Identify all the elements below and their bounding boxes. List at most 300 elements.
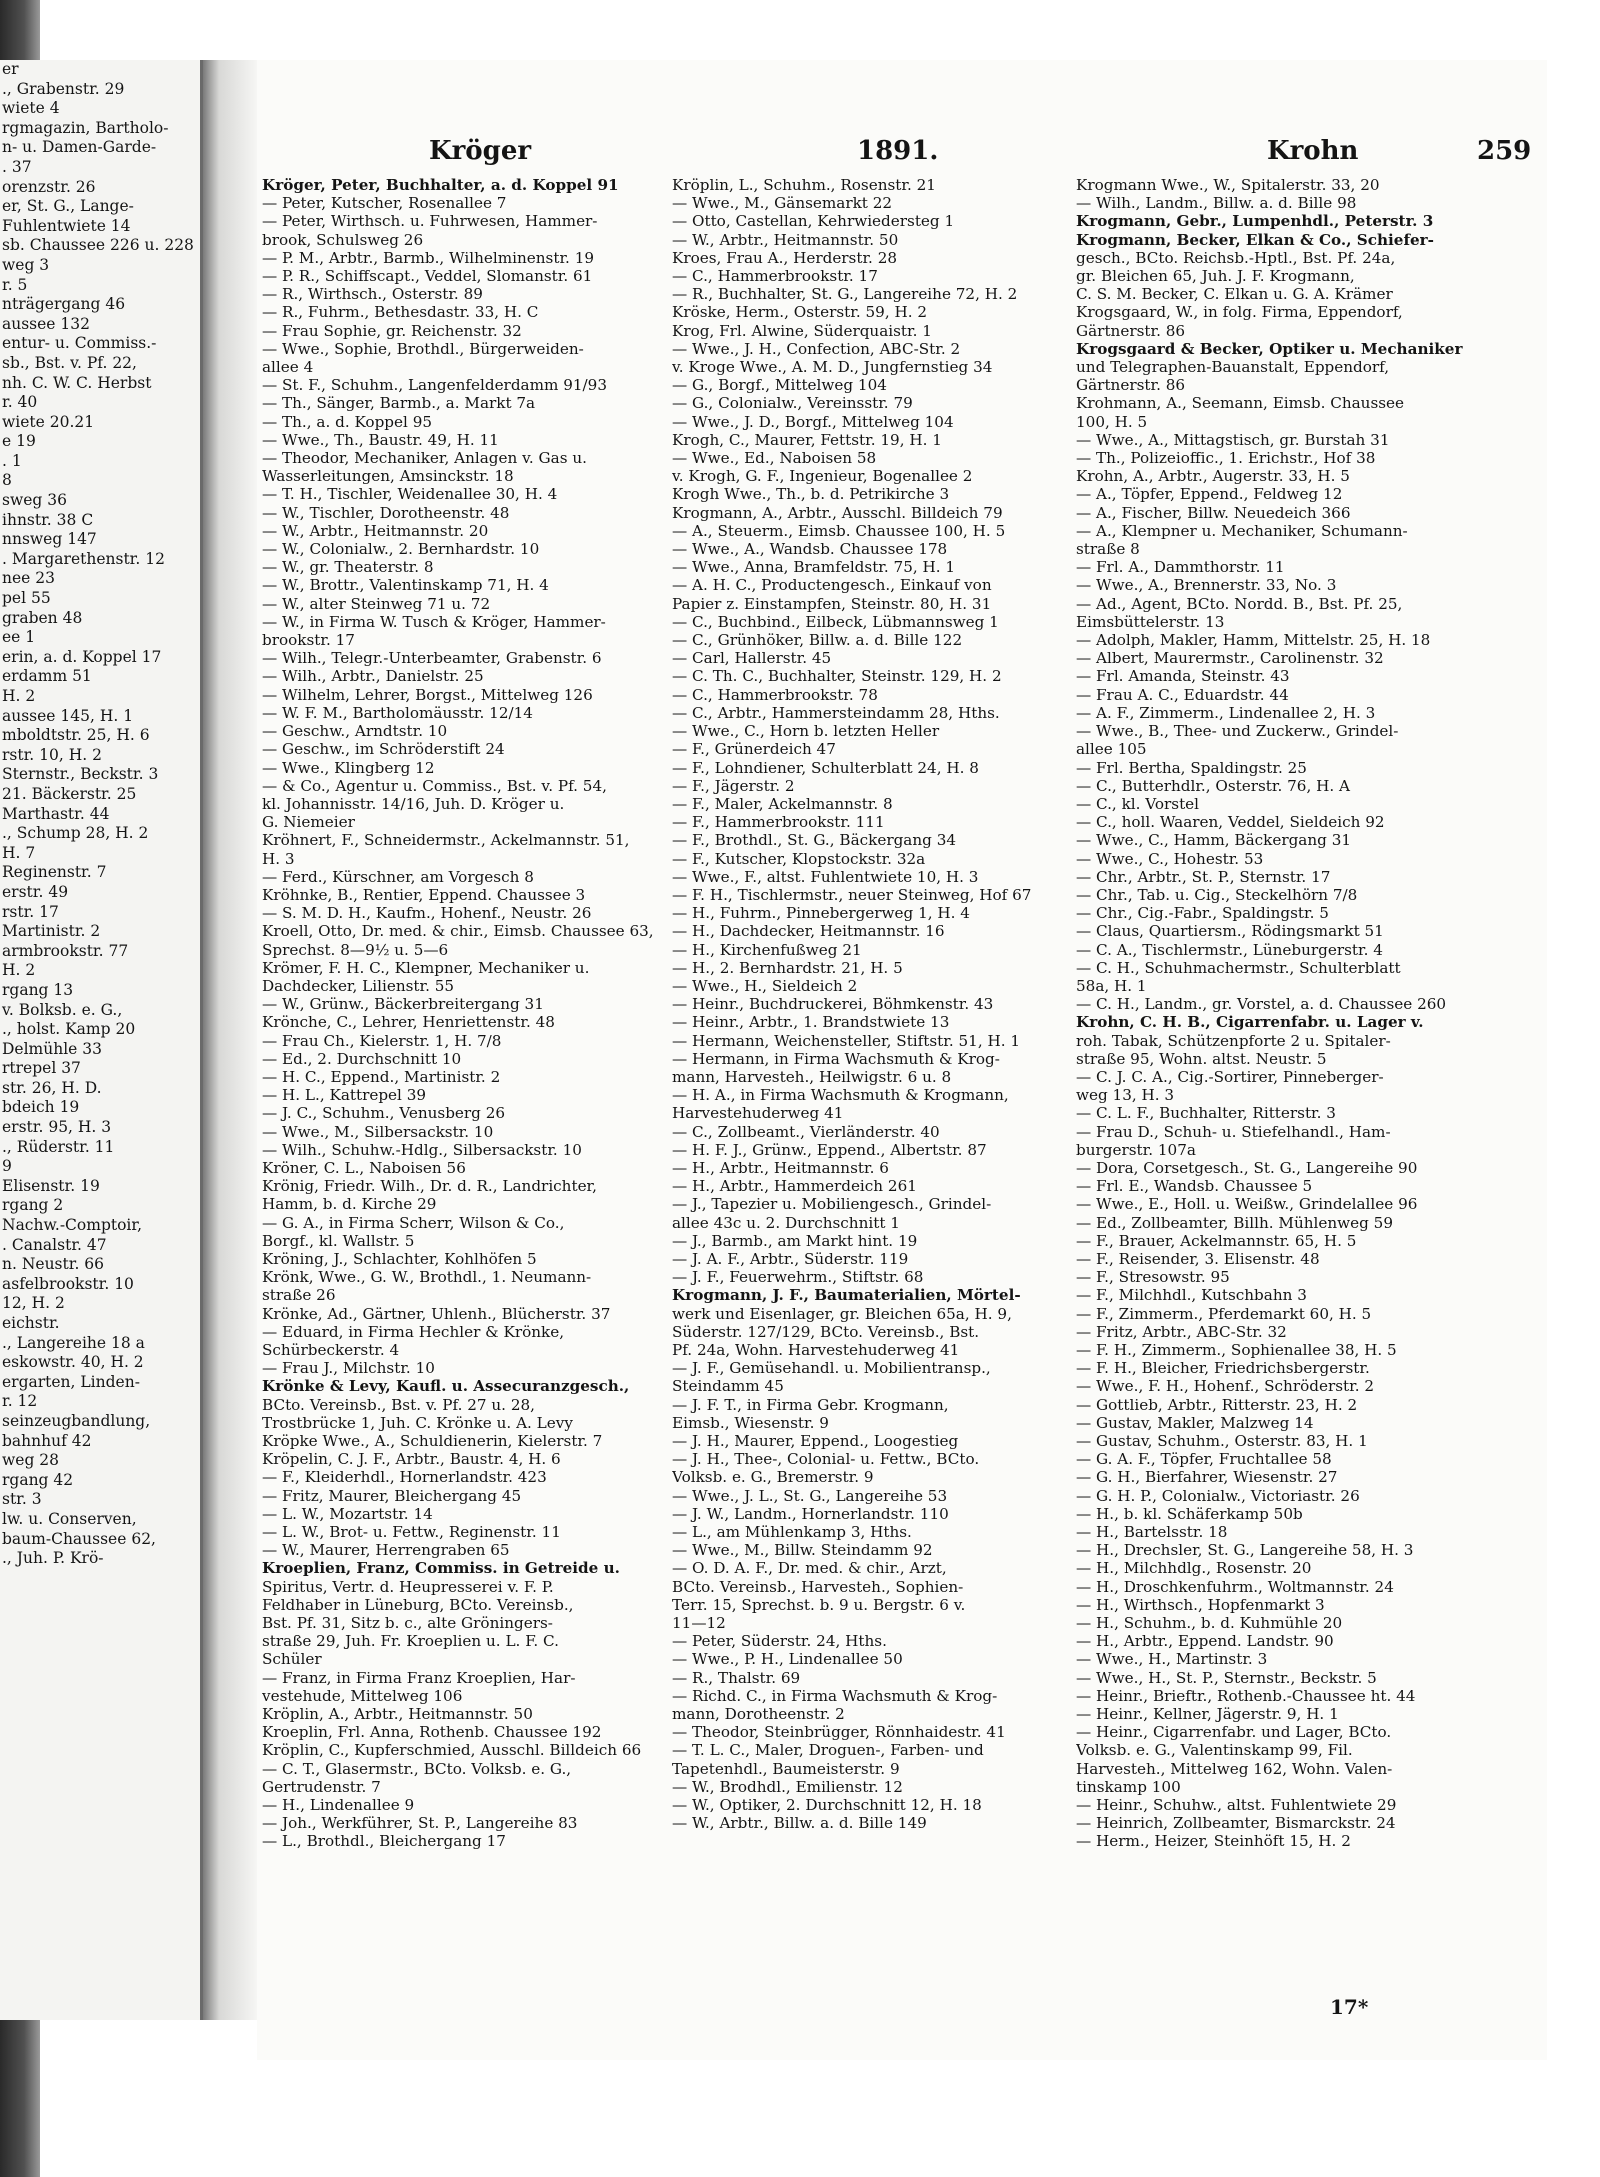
directory-entry-line: straße 8 <box>1076 540 1140 559</box>
directory-entry-line: — C., Butterhdlr., Osterstr. 76, H. A <box>1076 776 1350 795</box>
directory-entry-line: — Frau Ch., Kielerstr. 1, H. 7/8 <box>262 1031 502 1050</box>
directory-entry-line: — C. H., Landm., gr. Vorstel, a. d. Chaussee 260 <box>1076 995 1447 1014</box>
directory-entry-line: — R., Thalstr. 69 <box>672 1668 801 1687</box>
directory-entry-line: — A. H. C., Productengesch., Einkauf von <box>672 576 992 595</box>
directory-entry-line: — Franz, in Firma Franz Kroeplien, Har- <box>262 1668 576 1687</box>
directory-entry-line: — Wwe., J. D., Borgf., Mittelweg 104 <box>672 412 954 431</box>
directory-entry-line: — F., Lohndiener, Schulterblatt 24, H. 8 <box>672 758 979 777</box>
directory-entry-line: — Wwe., M., Billw. Steindamm 92 <box>672 1541 933 1560</box>
directory-entry-line: Schürbeckerstr. 4 <box>262 1341 400 1359</box>
directory-entry-line: — C. H., Schuhmachermstr., Schulterblatt <box>1076 958 1401 977</box>
directory-entry-line: Krogsgaard & Becker, Optiker u. Mechaniker <box>1076 339 1463 358</box>
left-page-line: 8 <box>2 471 12 490</box>
directory-entry-line: — F., Milchhdl., Kutschbahn 3 <box>1076 1286 1307 1305</box>
directory-entry-line: — W., Arbtr., Heitmannstr. 20 <box>262 521 489 540</box>
left-page-line: orenzstr. 26 <box>2 177 96 196</box>
directory-entry-line: — Wwe., A., Mittagstisch, gr. Burstah 31 <box>1076 430 1390 449</box>
directory-entry-line: — C. J. C. A., Cig.-Sortirer, Pinneberger- <box>1076 1067 1384 1086</box>
directory-entry-line: — Heinrich, Zollbeamter, Bismarckstr. 24 <box>1076 1814 1396 1833</box>
directory-entry-line: Kröplin, A., Arbtr., Heitmannstr. 50 <box>262 1705 533 1724</box>
header-year: 1891. <box>857 136 939 166</box>
directory-entry-line: — Heinr., Arbtr., 1. Brandstwiete 13 <box>672 1013 950 1032</box>
directory-entry-line: — Gottlieb, Arbtr., Ritterstr. 23, H. 2 <box>1076 1395 1358 1414</box>
directory-entry-line: Krogsgaard, W., in folg. Firma, Eppendorf, <box>1076 303 1403 322</box>
directory-entry-line: 11—12 <box>672 1614 726 1633</box>
directory-entry-line: — Wwe., F., altst. Fuhlentwiete 10, H. 3 <box>672 867 979 886</box>
directory-entry-line: Trostbrücke 1, Juh. C. Krönke u. A. Levy <box>262 1413 573 1432</box>
left-page-line: ., Rüderstr. 11 <box>2 1137 115 1156</box>
directory-entry-line: — Frl. Amanda, Steinstr. 43 <box>1076 667 1290 686</box>
directory-entry-line: — Eduard, in Firma Hechler & Krönke, <box>262 1322 565 1341</box>
directory-entry-line: — W., Brottr., Valentinskamp 71, H. 4 <box>262 576 549 595</box>
directory-entry-line: — W., Arbtr., Heitmannstr. 50 <box>672 230 899 249</box>
directory-entry-line: — H., Lindenallee 9 <box>262 1796 415 1815</box>
left-page-line: graben 48 <box>2 608 83 627</box>
directory-entry-line: C. S. M. Becker, C. Elkan u. G. A. Krämer <box>1076 285 1393 304</box>
directory-entry-line: — F., Zimmerm., Pferdemarkt 60, H. 5 <box>1076 1304 1372 1323</box>
directory-entry-line: Kröning, J., Schlachter, Kohlhöfen 5 <box>262 1249 537 1268</box>
directory-entry-line: — Hermann, in Firma Wachsmuth & Krog- <box>672 1049 1000 1068</box>
directory-entry-line: — L. W., Mozartstr. 14 <box>262 1504 433 1523</box>
left-page-line: rgang 13 <box>2 980 74 999</box>
directory-entry-line: — J. C., Schuhm., Venusberg 26 <box>262 1104 506 1123</box>
left-page-line: Sternstr., Beckstr. 3 <box>2 765 159 784</box>
directory-entry-line: — H. A., in Firma Wachsmuth & Krogmann, <box>672 1086 1009 1105</box>
directory-entry-line: — Wwe., Anna, Bramfeldstr. 75, H. 1 <box>672 558 956 577</box>
directory-entry-line: — H., Drechsler, St. G., Langereihe 58, H. 3 <box>1076 1541 1414 1560</box>
directory-entry-line: — Ferd., Kürschner, am Vorgesch 8 <box>262 867 534 886</box>
left-page-line: nh. C. W. C. Herbst <box>2 373 152 392</box>
left-page-line: ., Schump 28, H. 2 <box>2 824 149 843</box>
directory-entry-line: Feldhaber in Lüneburg, BCto. Vereinsb., <box>262 1595 574 1614</box>
directory-entry-line: — Frau A. C., Eduardstr. 44 <box>1076 685 1289 704</box>
directory-entry-line: — Geschw., im Schröderstift 24 <box>262 740 505 759</box>
directory-entry-line: — Wwe., Th., Baustr. 49, H. 11 <box>262 430 499 449</box>
directory-entry-line: — Ed., Zollbeamter, Billh. Mühlenweg 59 <box>1076 1213 1393 1232</box>
directory-entry-line: — R., Fuhrm., Bethesdastr. 33, H. C <box>262 303 539 322</box>
directory-entry-line: — Wwe., C., Horn b. letzten Heller <box>672 722 940 741</box>
directory-entry-line: — F. H., Zimmerm., Sophienallee 38, H. 5 <box>1076 1341 1397 1359</box>
directory-entry-line: — F. H., Tischlermstr., neuer Steinweg, Hof 67 <box>672 885 1032 904</box>
left-page-line: nnsweg 147 <box>2 530 97 549</box>
directory-entry-line: 58a, H. 1 <box>1076 976 1147 995</box>
directory-entry-line: — Frau J., Milchstr. 10 <box>262 1359 435 1378</box>
directory-entry-line: — P. R., Schiffscapt., Veddel, Slomanstr. 61 <box>262 267 593 286</box>
directory-entry-line: — Frl. Bertha, Spaldingstr. 25 <box>1076 758 1307 777</box>
directory-entry-line: — Heinr., Cigarrenfabr. und Lager, BCto. <box>1076 1723 1392 1742</box>
directory-entry-line: — J. H., Maurer, Eppend., Loogestieg <box>672 1432 959 1451</box>
left-page-line: ., Langereihe 18 a <box>2 1333 145 1352</box>
directory-entry-line: Dachdecker, Lilienstr. 55 <box>262 976 455 995</box>
directory-entry-line: — Geschw., Arndtstr. 10 <box>262 722 448 741</box>
left-page-line: bahnhuf 42 <box>2 1431 92 1450</box>
directory-entry-line: — F., Jägerstr. 2 <box>672 776 795 795</box>
directory-entry-line: straße 95, Wohn. altst. Neustr. 5 <box>1076 1049 1327 1068</box>
directory-entry-line: — A., Töpfer, Eppend., Feldweg 12 <box>1076 485 1343 504</box>
left-page-line: e 19 <box>2 432 36 451</box>
left-page-line: str. 26, H. D. <box>2 1078 102 1097</box>
left-page-line: mboldtstr. 25, H. 6 <box>2 726 150 745</box>
directory-entry-line: — G. H. P., Colonialw., Victoriastr. 26 <box>1076 1486 1360 1505</box>
directory-entry-line: — H., Droschkenfuhrm., Woltmannstr. 24 <box>1076 1577 1394 1596</box>
left-page-line: Nachw.-Comptoir, <box>2 1216 143 1235</box>
page-number: 259 <box>1477 136 1532 166</box>
directory-entry-line: — Wwe., J. L., St. G., Langereihe 53 <box>672 1486 948 1505</box>
directory-entry-line: — R., Buchhalter, St. G., Langereihe 72, H. 2 <box>672 285 1018 304</box>
directory-entry-line: Eimsbüttelerstr. 13 <box>1076 612 1225 631</box>
left-page-line: n. Neustr. 66 <box>2 1255 105 1274</box>
directory-entry-line: — H., Bartelsstr. 18 <box>1076 1523 1228 1542</box>
directory-entry-line: — O. D. A. F., Dr. med. & chir., Arzt, <box>672 1559 947 1578</box>
left-page-line: Delmühle 33 <box>2 1039 103 1058</box>
directory-entry-line: — J. A. F., Arbtr., Süderstr. 119 <box>672 1249 909 1268</box>
directory-entry-line: Krogmann, Becker, Elkan & Co., Schiefer- <box>1076 230 1434 249</box>
directory-entry-line: — W., Optiker, 2. Durchschnitt 12, H. 18 <box>672 1796 982 1815</box>
left-page-fragment <box>0 60 203 2020</box>
directory-entry-line: Hamm, b. d. Kirche 29 <box>262 1195 437 1214</box>
left-page-line: eskowstr. 40, H. 2 <box>2 1353 144 1372</box>
directory-entry-line: Krönke & Levy, Kaufl. u. Assecuranzgesch., <box>262 1377 630 1396</box>
directory-entry-line: Borgf., kl. Wallstr. 5 <box>262 1231 415 1250</box>
directory-entry-line: Wasserleitungen, Amsinckstr. 18 <box>262 467 514 486</box>
directory-entry-line: Kroeplin, Frl. Anna, Rothenb. Chaussee 192 <box>262 1723 602 1742</box>
directory-entry-line: — F., Brothdl., St. G., Bäckergang 34 <box>672 831 957 850</box>
directory-entry-line: Krönke, Ad., Gärtner, Uhlenh., Blücherstr. 37 <box>262 1304 611 1323</box>
left-page-line: erdamm 51 <box>2 667 92 686</box>
left-page-line: bdeich 19 <box>2 1098 80 1117</box>
directory-entry-line: — & Co., Agentur u. Commiss., Bst. v. Pf. 54, <box>262 776 607 795</box>
left-page-line: aussee 132 <box>2 314 90 333</box>
directory-entry-line: Pf. 24a, Wohn. Harvestehuderweg 41 <box>672 1341 960 1359</box>
left-page-line: er <box>2 60 19 78</box>
left-page-line: nee 23 <box>2 569 55 588</box>
left-page-line: . 1 <box>2 451 22 470</box>
directory-entry-line: Krogmann Wwe., W., Spitalerstr. 33, 20 <box>1076 176 1380 194</box>
directory-entry-line: — J., Tapezier u. Mobiliengesch., Grindel- <box>672 1195 992 1214</box>
directory-entry-line: — St. F., Schuhm., Langenfelderdamm 91/93 <box>262 376 607 395</box>
directory-entry-line: — H., Wirthsch., Hopfenmarkt 3 <box>1076 1595 1325 1614</box>
directory-entry-line: Kröplin, L., Schuhm., Rosenstr. 21 <box>672 176 936 194</box>
directory-entry-line: Harvestehuderweg 41 <box>672 1104 844 1123</box>
left-page-line: armbrookstr. 77 <box>2 941 129 960</box>
directory-entry-line: — Peter, Süderstr. 24, Hths. <box>672 1632 887 1651</box>
directory-entry-line: Sprechst. 8—9½ u. 5—6 <box>262 940 449 959</box>
directory-entry-line: Volksb. e. G., Valentinskamp 99, Fil. <box>1076 1741 1353 1760</box>
directory-entry-line: — F., Brauer, Ackelmannstr. 65, H. 5 <box>1076 1231 1357 1250</box>
directory-entry-line: — Gustav, Makler, Malzweg 14 <box>1076 1413 1314 1432</box>
directory-entry-line: — L., Brothdl., Bleichergang 17 <box>262 1832 506 1851</box>
directory-entry-line: — Wwe., F. H., Hohenf., Schröderstr. 2 <box>1076 1377 1375 1396</box>
left-page-line: Reginenstr. 7 <box>2 863 107 882</box>
directory-entry-line: und Telegraphen-Bauanstalt, Eppendorf, <box>1076 358 1390 377</box>
directory-entry-line: — W., in Firma W. Tusch & Kröger, Hammer- <box>262 612 606 631</box>
directory-entry-line: — Wwe., A., Brennerstr. 33, No. 3 <box>1076 576 1337 595</box>
directory-entry-line: — Th., Sänger, Barmb., a. Markt 7a <box>262 394 536 413</box>
directory-entry-line: — C., Zollbeamt., Vierländerstr. 40 <box>672 1122 940 1141</box>
directory-entry-line: Kroes, Frau A., Herderstr. 28 <box>672 248 898 267</box>
directory-entry-line: — G. H., Bierfahrer, Wiesenstr. 27 <box>1076 1468 1338 1487</box>
directory-entry-line: — Heinr., Schuhw., altst. Fuhlentwiete 29 <box>1076 1796 1397 1815</box>
left-page-line: ., Grabenstr. 29 <box>2 79 125 98</box>
book-gutter <box>203 60 257 2020</box>
left-page-line: sb. Chaussee 226 u. 228 <box>2 236 194 255</box>
directory-entry-line: — H. F. J., Grünw., Eppend., Albertstr. 87 <box>672 1140 987 1159</box>
directory-entry-line: Gärtnerstr. 86 <box>1076 321 1186 340</box>
left-page-line: r. 12 <box>2 1392 38 1411</box>
directory-entry-line: — H., b. kl. Schäferkamp 50b <box>1076 1504 1303 1523</box>
sheet-signature: 17* <box>1330 1995 1369 2019</box>
directory-entry-line: — W., Maurer, Herrengraben 65 <box>262 1541 510 1560</box>
left-page-line: H. 7 <box>2 843 36 862</box>
left-page-line: Marthastr. 44 <box>2 804 110 823</box>
left-page-line: weg 28 <box>2 1451 60 1470</box>
directory-entry-line: 100, H. 5 <box>1076 412 1148 431</box>
directory-entry-line: — Wwe., M., Gänsemarkt 22 <box>672 194 893 213</box>
directory-entry-line: — Peter, Kutscher, Rosenallee 7 <box>262 194 507 213</box>
left-page-line: r. 40 <box>2 393 38 412</box>
directory-entry-line: Krogh Wwe., Th., b. d. Petrikirche 3 <box>672 485 950 504</box>
directory-entry-line: — F., Hammerbrookstr. 111 <box>672 813 885 832</box>
directory-entry-line: — W., alter Steinweg 71 u. 72 <box>262 594 491 613</box>
left-page-line: erstr. 95, H. 3 <box>2 1118 112 1137</box>
directory-entry-line: gr. Bleichen 65, Juh. J. F. Krogmann, <box>1076 267 1355 286</box>
directory-entry-line: — J. H., Thee-, Colonial- u. Fettw., BCto. <box>672 1450 980 1469</box>
directory-entry-line: — W., Tischler, Dorotheenstr. 48 <box>262 503 510 522</box>
directory-entry-line: — A., Klempner u. Mechaniker, Schumann- <box>1076 521 1408 540</box>
left-page-line: 9 <box>2 1157 12 1176</box>
left-page-line: ., holst. Kamp 20 <box>2 1020 136 1039</box>
directory-entry-line: — C. T., Glasermstr., BCto. Volksb. e. G., <box>262 1759 572 1778</box>
directory-entry-line: brook, Schulsweg 26 <box>262 230 424 249</box>
directory-entry-line: — F., Reisender, 3. Elisenstr. 48 <box>1076 1249 1320 1268</box>
left-page-line: pel 55 <box>2 589 51 608</box>
left-page-line: rgang 2 <box>2 1196 64 1215</box>
directory-entry-line: — Adolph, Makler, Hamm, Mittelstr. 25, H. 18 <box>1076 631 1431 650</box>
directory-entry-line: — Wwe., Ed., Naboisen 58 <box>672 449 877 468</box>
directory-entry-line: — Frau Sophie, gr. Reichenstr. 32 <box>262 321 522 340</box>
directory-entry-line: — Th., a. d. Koppel 95 <box>262 412 433 431</box>
directory-entry-line: — F., Maler, Ackelmannstr. 8 <box>672 794 893 813</box>
directory-entry-line: Eimsb., Wiesenstr. 9 <box>672 1413 829 1432</box>
left-page-line: Elisenstr. 19 <box>2 1176 100 1195</box>
directory-entry-line: Krog, Frl. Alwine, Süderquaistr. 1 <box>672 321 932 340</box>
directory-entry-line: — Carl, Hallerstr. 45 <box>672 649 832 668</box>
left-page-line: seinzeugbandlung, <box>2 1411 151 1430</box>
directory-entry-line: — Richd. C., in Firma Wachsmuth & Krog- <box>672 1686 998 1705</box>
directory-entry-line: Harvesteh., Mittelweg 162, Wohn. Valen- <box>1076 1759 1393 1778</box>
directory-entry-line: — F., Kutscher, Klopstockstr. 32a <box>672 849 926 868</box>
directory-entry-line: — H., Milchhdlg., Rosenstr. 20 <box>1076 1559 1312 1578</box>
left-page-line: lw. u. Conserven, <box>2 1509 137 1528</box>
directory-entry-line: — C., kl. Vorstel <box>1076 794 1200 813</box>
directory-entry-line: — Wwe., J. H., Confection, ABC-Str. 2 <box>672 339 961 358</box>
directory-entry-line: Krohmann, A., Seemann, Eimsb. Chaussee <box>1076 394 1405 413</box>
directory-entry-line: Spiritus, Vertr. d. Heupresserei v. F. P. <box>262 1577 554 1596</box>
left-page-line: . 37 <box>2 157 32 176</box>
left-page-line: erin, a. d. Koppel 17 <box>2 647 162 666</box>
directory-entry-line: — W. F. M., Bartholomäusstr. 12/14 <box>262 703 533 722</box>
left-page-line: sb., Bst. v. Pf. 22, <box>2 353 137 372</box>
left-page-line: v. Bolksb. e. G., <box>2 1000 123 1019</box>
left-page-line: wiete 20.21 <box>2 412 95 431</box>
directory-entry-line: roh. Tabak, Schützenpforte 2 u. Spitaler- <box>1076 1031 1391 1050</box>
directory-entry-line: — Fritz, Arbtr., ABC-Str. 32 <box>1076 1322 1287 1341</box>
directory-entry-line: — Claus, Quartiersm., Rödingsmarkt 51 <box>1076 922 1384 941</box>
directory-entry-line: werk und Eisenlager, gr. Bleichen 65a, H. 9, <box>672 1304 1012 1323</box>
directory-entry-line: — A., Steuerm., Eimsb. Chaussee 100, H. 5 <box>672 521 1006 540</box>
directory-column-1 <box>262 176 682 1996</box>
directory-entry-line: — Wwe., H., Sieldeich 2 <box>672 976 858 995</box>
directory-entry-line: Kröhnert, F., Schneidermstr., Ackelmannstr. 51, <box>262 831 630 850</box>
directory-entry-line: — Frl. A., Dammthorstr. 11 <box>1076 558 1285 577</box>
directory-entry-line: Gärtnerstr. 86 <box>1076 376 1186 395</box>
directory-entry-line: Kroell, Otto, Dr. med. & chir., Eimsb. Chaussee 63, <box>262 922 654 941</box>
directory-entry-line: Gertrudenstr. 7 <box>262 1777 381 1796</box>
directory-entry-line: — Wilh., Telegr.-Unterbeamter, Grabenstr. 6 <box>262 649 602 668</box>
directory-entry-line: — F., Grünerdeich 47 <box>672 740 836 759</box>
directory-entry-line: burgerstr. 107a <box>1076 1140 1196 1159</box>
directory-entry-line: Krogmann, A., Arbtr., Ausschl. Billdeich 79 <box>672 503 1003 522</box>
directory-entry-line: — J., Barmb., am Markt hint. 19 <box>672 1231 918 1250</box>
directory-entry-line: — Wwe., A., Wandsb. Chaussee 178 <box>672 540 948 559</box>
directory-entry-line: Papier z. Einstampfen, Steinstr. 80, H. 31 <box>672 594 992 613</box>
directory-entry-line: — Wwe., Klingberg 12 <box>262 758 435 777</box>
left-page-line: ee 1 <box>2 628 36 647</box>
directory-entry-line: — G., Colonialw., Vereinsstr. 79 <box>672 394 913 413</box>
directory-entry-line: H. 3 <box>262 849 295 868</box>
directory-entry-line: Kröhnke, B., Rentier, Eppend. Chaussee 3 <box>262 885 586 904</box>
left-page-line: str. 3 <box>2 1490 42 1509</box>
directory-entry-line: — W., gr. Theaterstr. 8 <box>262 558 434 577</box>
directory-entry-line: kl. Johannisstr. 14/16, Juh. D. Kröger u. <box>262 794 565 813</box>
directory-entry-line: Krömer, F. H. C., Klempner, Mechaniker u. <box>262 958 590 977</box>
directory-entry-line: — F., Kleiderhdl., Hornerlandstr. 423 <box>262 1468 547 1487</box>
directory-entry-line: Bst. Pf. 31, Sitz b. c., alte Gröningers- <box>262 1614 553 1633</box>
directory-entry-line: — H., Arbtr., Hammerdeich 261 <box>672 1177 917 1196</box>
directory-entry-line: v. Kroge Wwe., A. M. D., Jungfernstieg 34 <box>672 358 993 377</box>
left-page-line: rgang 42 <box>2 1470 74 1489</box>
directory-entry-line: Tapetenhdl., Baumeisterstr. 9 <box>672 1759 900 1778</box>
directory-entry-line: — Wwe., Sophie, Brothdl., Bürgerweiden- <box>262 339 584 358</box>
left-page-line: ., Juh. P. Krö- <box>2 1549 104 1568</box>
left-page-line: n- u. Damen-Garde- <box>2 138 157 157</box>
directory-entry-line: Terr. 15, Sprechst. b. 9 u. Bergstr. 6 v. <box>672 1595 966 1614</box>
directory-entry-line: — C., Arbtr., Hammersteindamm 28, Hths. <box>672 703 1000 722</box>
directory-entry-line: — A. F., Zimmerm., Lindenallee 2, H. 3 <box>1076 703 1376 722</box>
directory-entry-line: brookstr. 17 <box>262 631 355 650</box>
directory-entry-line: — Gustav, Schuhm., Osterstr. 83, H. 1 <box>1076 1432 1368 1451</box>
directory-entry-line: vestehude, Mittelweg 106 <box>262 1686 463 1705</box>
directory-entry-line: — Heinr., Buchdruckerei, Böhmkenstr. 43 <box>672 995 994 1014</box>
directory-entry-line: — Wwe., M., Silbersackstr. 10 <box>262 1122 494 1141</box>
directory-column-3 <box>1076 176 1471 1996</box>
directory-entry-line: — Wilh., Schuhw.-Hdlg., Silbersackstr. 10 <box>262 1140 582 1159</box>
directory-entry-line: weg 13, H. 3 <box>1076 1086 1175 1105</box>
directory-entry-line: — S. M. D. H., Kaufm., Hohenf., Neustr. 26 <box>262 904 592 923</box>
directory-entry-line: — H., Arbtr., Eppend. Landstr. 90 <box>1076 1632 1334 1651</box>
directory-entry-line: — H. L., Kattrepel 39 <box>262 1086 427 1105</box>
left-page-line: sweg 36 <box>2 491 67 510</box>
directory-entry-line: — G., Borgf., Mittelweg 104 <box>672 376 887 395</box>
directory-entry-line: — H., Schuhm., b. d. Kuhmühle 20 <box>1076 1614 1343 1633</box>
directory-entry-line: Krogmann, J. F., Baumaterialien, Mörtel- <box>672 1286 1021 1305</box>
left-page-line: rtrepel 37 <box>2 1059 81 1078</box>
left-page-line: asfelbrookstr. 10 <box>2 1274 134 1293</box>
left-page-line: erstr. 49 <box>2 882 69 901</box>
directory-entry-line: — C., holl. Waaren, Veddel, Sieldeich 92 <box>1076 813 1385 832</box>
directory-entry-line: — Th., Polizeioffic., 1. Erichstr., Hof 38 <box>1076 449 1376 468</box>
directory-entry-line: — Otto, Castellan, Kehrwiedersteg 1 <box>672 212 955 231</box>
directory-entry-line: — F. H., Bleicher, Friedrichsbergerstr. <box>1076 1359 1370 1378</box>
directory-entry-line: — C., Buchbind., Eilbeck, Lübmannsweg 1 <box>672 612 999 631</box>
directory-entry-line: — Wilhelm, Lehrer, Borgst., Mittelweg 126 <box>262 685 593 704</box>
directory-entry-line: — Albert, Maurermstr., Carolinenstr. 32 <box>1076 649 1384 668</box>
directory-entry-line: v. Krogh, G. F., Ingenieur, Bogenallee 2 <box>672 467 973 486</box>
directory-entry-line: allee 105 <box>1076 740 1147 759</box>
left-page-line: rgmagazin, Bartholo- <box>2 118 169 137</box>
directory-entry-line: — Wilh., Landm., Billw. a. d. Bille 98 <box>1076 194 1357 213</box>
directory-entry-line: — Frau D., Schuh- u. Stiefelhandl., Ham- <box>1076 1122 1391 1141</box>
directory-entry-line: mann, Harvesteh., Heilwigstr. 6 u. 8 <box>672 1067 952 1086</box>
left-page-line: 12, H. 2 <box>2 1294 65 1313</box>
directory-entry-line: G. Niemeier <box>262 813 355 832</box>
directory-entry-line: BCto. Vereinsb., Bst. v. Pf. 27 u. 28, <box>262 1395 535 1414</box>
directory-entry-line: — Wwe., C., Hohestr. 53 <box>1076 849 1264 868</box>
directory-entry-line: — L., am Mühlenkamp 3, Hths. <box>672 1523 912 1542</box>
directory-entry-line: Krönche, C., Lehrer, Henriettenstr. 48 <box>262 1013 555 1032</box>
left-page-line: H. 2 <box>2 687 36 705</box>
directory-entry-line: — J. W., Landm., Hornerlandstr. 110 <box>672 1504 949 1523</box>
directory-entry-line: — Ad., Agent, BCto. Nordd. B., Bst. Pf. 25, <box>1076 594 1403 613</box>
directory-entry-line: — C. Th. C., Buchhalter, Steinstr. 129, H. 2 <box>672 667 1002 686</box>
left-page-line: H. 2 <box>2 961 36 980</box>
directory-entry-line: — G. A. F., Töpfer, Fruchtallee 58 <box>1076 1450 1332 1469</box>
directory-entry-line: — T. L. C., Maler, Droguen-, Farben- und <box>672 1741 984 1760</box>
directory-entry-line: — H. C., Eppend., Martinistr. 2 <box>262 1067 501 1086</box>
left-page-line: r. 5 <box>2 275 28 294</box>
directory-entry-line: — P. M., Arbtr., Barmb., Wilhelminenstr. 19 <box>262 248 595 267</box>
directory-entry-line: Krönig, Friedr. Wilh., Dr. d. R., Landrichter, <box>262 1177 597 1196</box>
directory-entry-line: Krönk, Wwe., G. W., Brothdl., 1. Neumann- <box>262 1268 592 1287</box>
directory-entry-line: — H., 2. Bernhardstr. 21, H. 5 <box>672 958 903 977</box>
directory-entry-line: — W., Brodhdl., Emilienstr. 12 <box>672 1777 903 1796</box>
directory-entry-line: — L. W., Brot- u. Fettw., Reginenstr. 11 <box>262 1523 561 1542</box>
directory-entry-line: — Joh., Werkführer, St. P., Langereihe 83 <box>262 1814 578 1833</box>
directory-entry-line: Krogmann, Gebr., Lumpenhdl., Peterstr. 3 <box>1076 212 1434 231</box>
left-page-line: 21. Bäckerstr. 25 <box>2 784 137 803</box>
directory-entry-line: straße 26 <box>262 1286 336 1305</box>
left-page-line: weg 3 <box>2 255 50 274</box>
directory-entry-line: — Chr., Arbtr., St. P., Sternstr. 17 <box>1076 867 1331 886</box>
directory-entry-line: — Theodor, Mechaniker, Anlagen v. Gas u. <box>262 449 587 468</box>
directory-entry-line: — C., Grünhöker, Billw. a. d. Bille 122 <box>672 631 963 650</box>
directory-entry-line: Kröplin, C., Kupferschmied, Ausschl. Billdeich 66 <box>262 1741 642 1760</box>
directory-entry-line: — H., Dachdecker, Heitmannstr. 16 <box>672 922 945 941</box>
directory-entry-line: — H., Fuhrm., Pinnebergerweg 1, H. 4 <box>672 904 970 923</box>
directory-entry-line: Kroeplien, Franz, Commiss. in Getreide u. <box>262 1559 620 1578</box>
left-page-line: rstr. 10, H. 2 <box>2 745 102 764</box>
left-page-line: aussee 145, H. 1 <box>2 706 134 725</box>
directory-entry-line: BCto. Vereinsb., Harvesteh., Sophien- <box>672 1577 964 1596</box>
directory-entry-line: mann, Dorotheenstr. 2 <box>672 1705 845 1724</box>
left-page-line: baum-Chaussee 62, <box>2 1529 156 1548</box>
directory-entry-line: — C., Hammerbrookstr. 17 <box>672 267 878 286</box>
directory-entry-line: — C. L. F., Buchhalter, Ritterstr. 3 <box>1076 1104 1336 1123</box>
directory-entry-line: — H., Arbtr., Heitmannstr. 6 <box>672 1158 889 1177</box>
directory-entry-line: — Heinr., Kellner, Jägerstr. 9, H. 1 <box>1076 1705 1339 1724</box>
directory-entry-line: — Theodor, Steinbrügger, Rönnhaidestr. 41 <box>672 1723 1006 1742</box>
left-page-line: wiete 4 <box>2 99 60 118</box>
